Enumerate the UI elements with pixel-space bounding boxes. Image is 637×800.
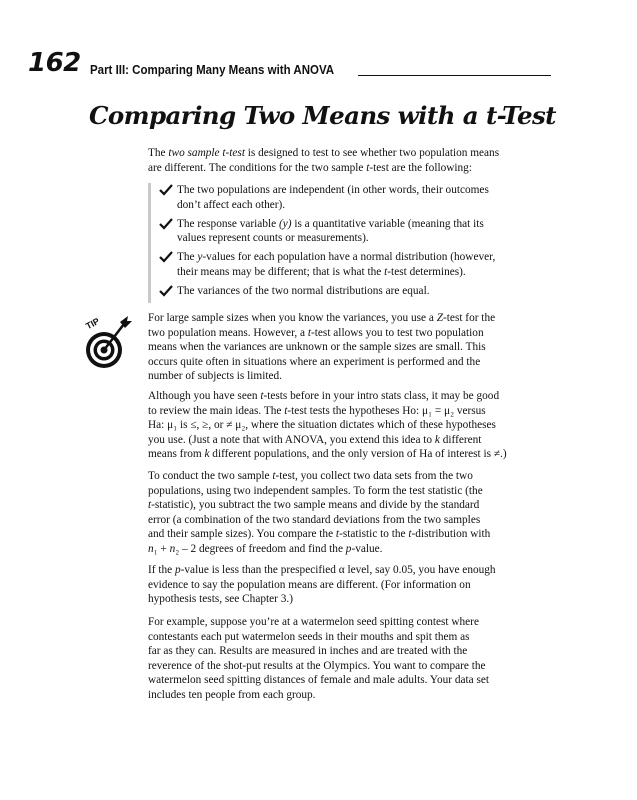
example-line: contestants each put watermelon seeds in their mouths and spit them as bbox=[148, 630, 470, 643]
tip-line: means when the variances are unknown or the sample sizes are small. This bbox=[148, 341, 486, 354]
list-item-emphasis: (y) bbox=[278, 217, 292, 230]
tip-target-icon bbox=[84, 312, 136, 372]
list-item-text: The bbox=[177, 251, 198, 264]
conduct-line: populations, using two independent samples. To form the test statistic (the bbox=[148, 484, 483, 497]
checkmark-icon bbox=[159, 217, 173, 231]
example-line: far as they can. Results are measured in inches and are treated with the bbox=[148, 645, 468, 658]
list-item-text: don’t affect each other). bbox=[177, 198, 286, 211]
intro-text: -test are the following: bbox=[369, 161, 472, 174]
pvalue-line: If the p-value is less than the prespecified α level, say 0.05, you have enough bbox=[148, 564, 496, 576]
tip-line: For large sample sizes when you know the variances, you use a Z-test for the bbox=[148, 312, 496, 324]
conduct-line: To conduct the two sample t-test, you collect two data sets from the two bbox=[148, 470, 473, 482]
tip-label: TIP bbox=[84, 315, 102, 332]
list-item-text: The variances of the two normal distributions are equal. bbox=[177, 285, 430, 298]
list-item-text: -test determines). bbox=[387, 265, 466, 278]
tip-line: number of subjects is limited. bbox=[148, 370, 282, 383]
intro-emphasis: t bbox=[366, 161, 370, 174]
list-item-text: The two populations are independent (in other words, their outcomes bbox=[177, 184, 489, 196]
tip-line: occurs quite often in situations where an experiment is performed and the bbox=[148, 355, 481, 368]
intro-text: The bbox=[148, 147, 169, 159]
checkmark-icon bbox=[159, 284, 173, 298]
example-paragraph bbox=[148, 615, 548, 703]
list-item-text: -values for each population have a normal distribution (however, bbox=[202, 251, 496, 264]
list-item bbox=[155, 284, 551, 299]
checkmark-icon bbox=[159, 250, 173, 264]
list-item-emphasis: y bbox=[197, 251, 203, 264]
conduct-paragraph bbox=[148, 469, 548, 557]
checkmark-icon bbox=[159, 183, 173, 197]
conditions-list bbox=[148, 183, 551, 303]
tip-paragraph bbox=[148, 311, 548, 384]
ttest-paragraph bbox=[148, 389, 548, 462]
example-line: reverence of the shot-put results at the Olympics. You want to compare the bbox=[148, 659, 486, 672]
ttest-line: means from k different populations, and the only version of Ha of interest is ≠.) bbox=[148, 448, 507, 461]
intro-text: are different. The conditions for the two sample bbox=[148, 161, 367, 174]
list-item-emphasis: t bbox=[384, 265, 388, 278]
list-item bbox=[155, 217, 551, 246]
example-line: watermelon seed spitting distances of female and male adults. Your data set bbox=[148, 674, 490, 687]
list-item bbox=[155, 183, 551, 212]
intro-emphasis: two sample t-test bbox=[168, 147, 245, 159]
ttest-line: Although you have seen t-tests before in your intro stats class, it may be good bbox=[148, 390, 500, 402]
list-item-text: their means may be different; that is what the bbox=[177, 265, 385, 278]
conduct-line: and their sample sizes). You compare the t-statistic to the t-distribution with bbox=[148, 528, 491, 541]
ttest-line: you use. (Just a note that with ANOVA, you extend this idea to k different bbox=[148, 433, 482, 446]
page-number: 162 bbox=[28, 48, 81, 78]
example-line: includes ten people from each group. bbox=[148, 688, 316, 701]
ttest-line: Ha: μ₁ is ≤, ≥, or ≠ μ₂, where the situation dictates which of these hypotheses bbox=[148, 419, 496, 432]
list-item-text: values represent counts or measurements). bbox=[177, 232, 369, 245]
header-rule bbox=[358, 75, 551, 76]
pvalue-paragraph bbox=[148, 563, 548, 607]
list-item bbox=[155, 250, 551, 279]
conduct-line: error (a combination of the two standard deviations from the two samples bbox=[148, 513, 481, 526]
list-item-text: The response variable bbox=[177, 217, 279, 230]
tip-line: two population means. However, a t-test allows you to test two population bbox=[148, 326, 484, 339]
ttest-line: to review the main ideas. The t-test tests the hypotheses Ho: μ₁ = μ₂ versus bbox=[148, 404, 486, 417]
pvalue-line: hypothesis tests, see Chapter 3.) bbox=[148, 593, 293, 606]
running-head: Part III: Comparing Many Means with ANOVA bbox=[90, 63, 335, 77]
intro-text: is designed to test to see whether two population means bbox=[244, 147, 500, 159]
pvalue-line: evidence to say the population means are different. (For information on bbox=[148, 578, 471, 591]
list-item-text: is a quantitative variable (meaning that its bbox=[291, 217, 484, 230]
conduct-line: t-statistic), you subtract the two sample means and divide by the standard bbox=[148, 499, 480, 512]
section-title: Comparing Two Means with a t-Test bbox=[89, 101, 556, 130]
intro-paragraph bbox=[148, 146, 548, 175]
example-line: For example, suppose you’re at a watermelon seed spitting contest where bbox=[148, 616, 479, 628]
conduct-line: n₁ + n₂ – 2 degrees of freedom and find the p-value. bbox=[148, 542, 383, 555]
